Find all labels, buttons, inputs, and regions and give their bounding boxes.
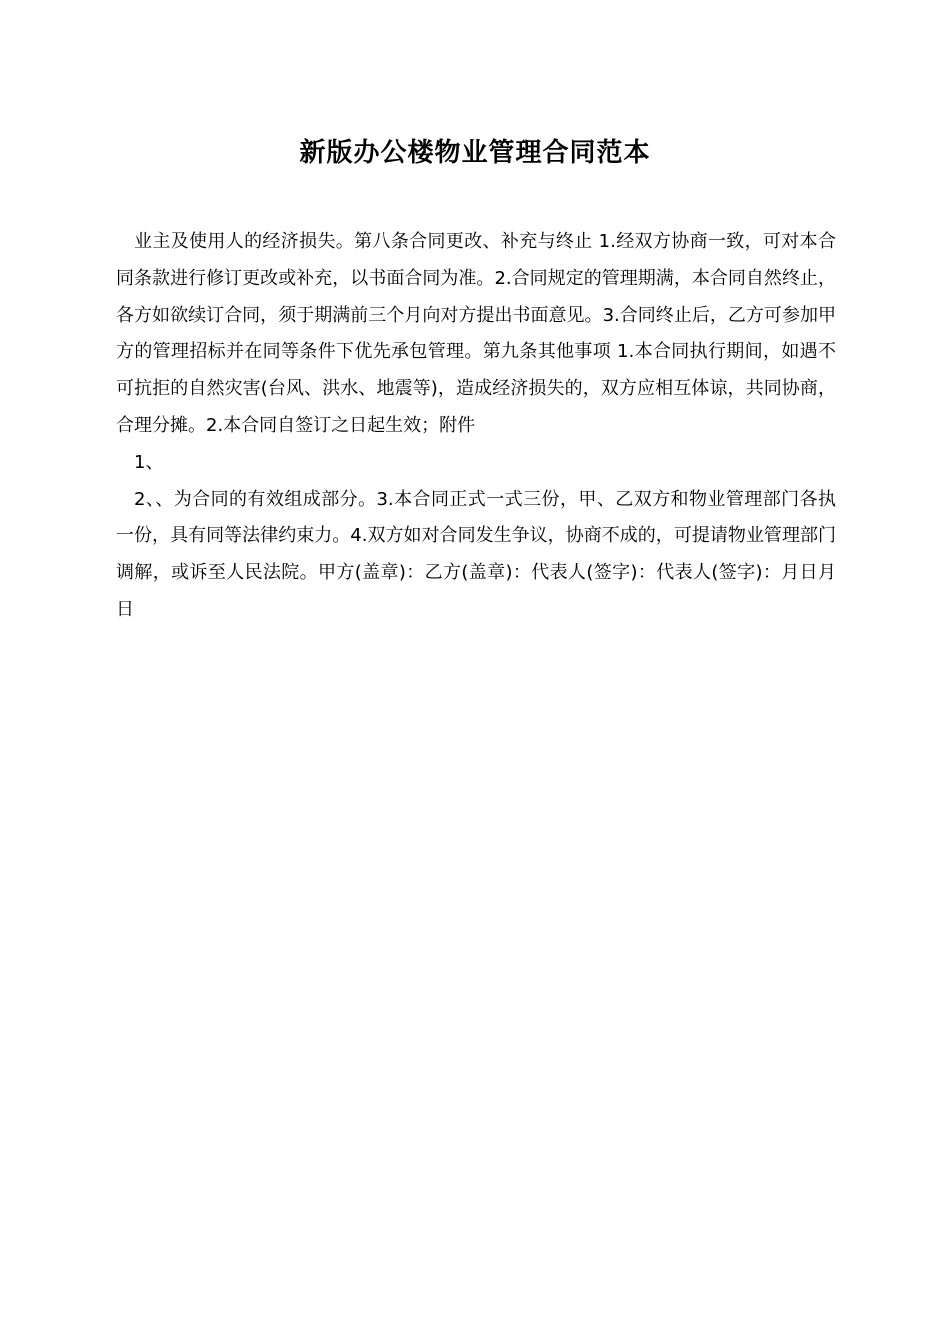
paragraph-attachment-2-signatures: 2、、为合同的有效组成部分。3.本合同正式一式三份，甲、乙双方和物业管理部门各执一份，具有同等法律约束力。4.双方如对合同发生争议，协商不成的，可提请物业管理部门调解，或诉至人民法院。甲方(盖章)：乙方(盖章)：代表人(签字)：代表人(签字)：月日月日 [116, 488, 836, 620]
document-title: 新版办公楼物业管理合同范本 [299, 138, 651, 168]
paragraph-attachment-1: 1、 [134, 451, 164, 473]
paragraph-contract-terms: 业主及使用人的经济损失。第八条合同更改、补充与终止 1.经双方协商一致，可对本合同条款进行修订更改或补充，以书面合同为准。2.合同规定的管理期满，本合同自然终止，各方如欲续订合同，须于期满前三个月向对方提出书面意见。3.合同终止后，乙方可参加甲方的管理招标并在同等条件下优先承包管理。第九条其他事项 1.本合同执行期间，如遇不可抗拒的自然灾害(台风、洪水、地震等)，造成经济损失的，双方应相互体谅，共同协商，合理分摊。2.本合同自签订之日起生效；附件 [116, 231, 836, 436]
document-body [116, 224, 836, 629]
